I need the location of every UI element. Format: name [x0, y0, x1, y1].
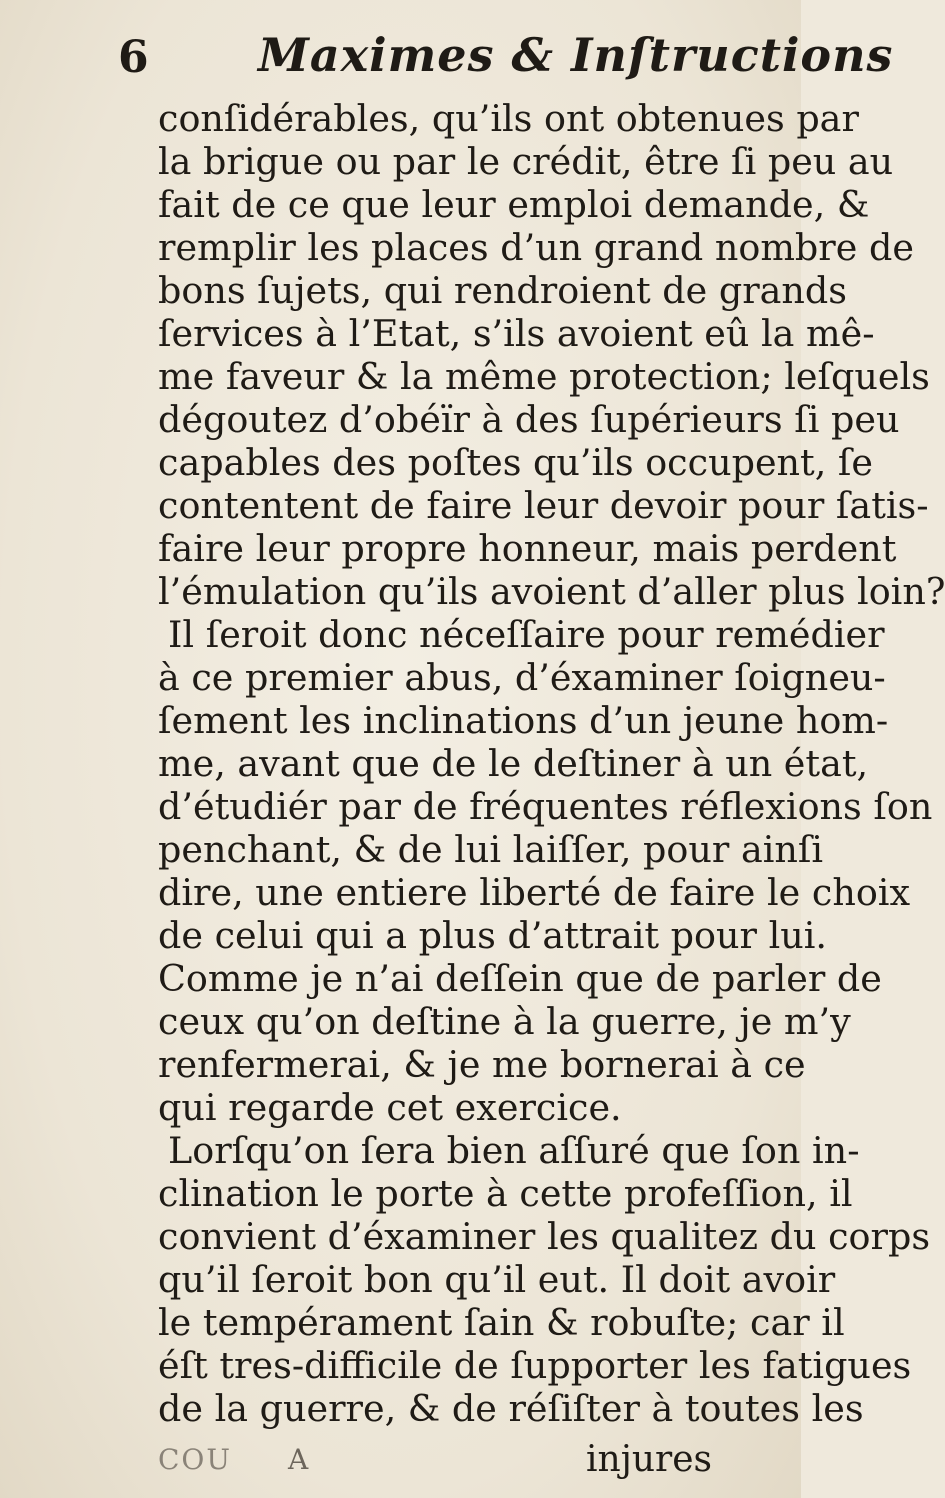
text-line: clination le porte à cette profeſſion, il — [158, 1172, 853, 1215]
text-line: qu’il ſeroit bon qu’il eut. Il doit avoir — [158, 1258, 836, 1301]
running-title: Maximes & Inſtructions — [258, 28, 894, 82]
text-line: d’étudiér par de fréquentes réflexions ſon — [158, 785, 933, 828]
text-line: capables des poſtes qu’ils occupent, ſe — [158, 441, 874, 484]
text-line: renfermerai, & je me bornerai à ce — [158, 1043, 806, 1086]
text-line: contentent de faire leur devoir pour ſatis- — [158, 484, 929, 527]
paragraph-start-line: Lorſqu’on ſera bien aſſuré que ſon in- — [168, 1129, 860, 1172]
text-line: ſervices à l’Etat, s’ils avoient eû la mê- — [158, 312, 875, 355]
text-line: convient d’éxaminer les qualitez du corps — [158, 1215, 931, 1258]
bleed-through-text: COU — [158, 1443, 232, 1476]
text-line: dégoutez d’obéïr à des ſupérieurs ſi peu — [158, 398, 900, 441]
text-line: Comme je n’ai deſſein que de parler de — [158, 957, 882, 1000]
text-line: bons ſujets, qui rendroient de grands — [158, 269, 848, 312]
text-line: conſidérables, qu’ils ont obtenues par — [158, 97, 859, 140]
text-line: le tempérament ſain & robuſte; car il — [158, 1301, 845, 1344]
catchword: injures — [586, 1439, 713, 1480]
text-line: fait de ce que leur emploi demande, & — [158, 183, 870, 226]
text-line: me, avant que de le deſtiner à un état, — [158, 742, 869, 785]
text-line: penchant, & de lui laiſſer, pour ainſi — [158, 828, 824, 871]
paragraph-end-line: qui regarde cet exercice. — [158, 1086, 622, 1129]
page-number: 6 — [118, 32, 149, 83]
text-line: éſt tres-difficile de ſupporter les fatigues — [158, 1344, 912, 1387]
text-line: ſement les inclinations d’un jeune hom- — [158, 699, 889, 742]
text-line: remplir les places d’un grand nombre de — [158, 226, 914, 269]
text-line: faire leur propre honneur, mais perdent — [158, 527, 897, 570]
paragraph-start-line: Il ſeroit donc néceſſaire pour remédier — [168, 613, 885, 656]
signature-mark: A — [288, 1443, 313, 1476]
text-line: me faveur & la même protection; leſquels — [158, 355, 930, 398]
text-line: de la guerre, & de réſiſter à toutes les — [158, 1387, 864, 1430]
text-line: l’émulation qu’ils avoient d’aller plus loin? — [158, 570, 945, 613]
text-line: à ce premier abus, d’éxaminer ſoigneu- — [158, 656, 886, 699]
page-header — [118, 28, 894, 92]
text-line: dire, une entiere liberté de faire le choix — [158, 871, 911, 914]
text-line: la brigue ou par le crédit, être ſi peu au — [158, 140, 894, 183]
text-line: ceux qu’on deſtine à la guerre, je m’y — [158, 1000, 851, 1043]
text-line: de celui qui a plus d’attrait pour lui. — [158, 914, 828, 957]
